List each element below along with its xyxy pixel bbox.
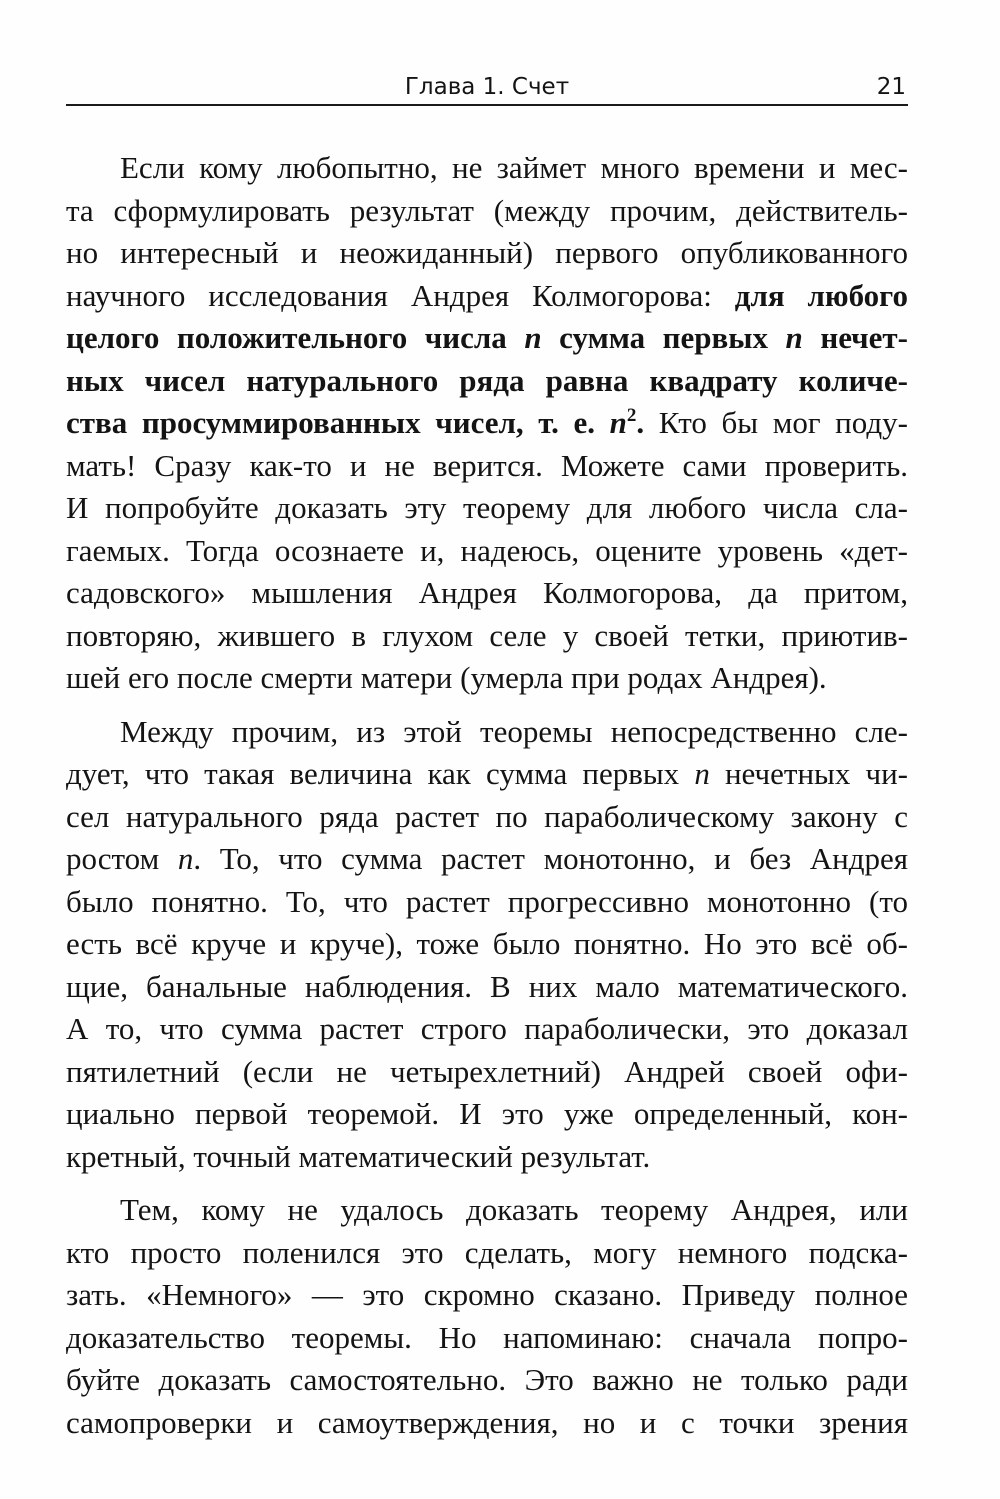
text-line bbox=[66, 530, 908, 572]
text-run: Между прочим, из этой теоремы непосредственно сле- bbox=[120, 714, 908, 749]
text-line bbox=[120, 711, 908, 753]
text-run: ных чисел натурального ряда равна квадрату количе- bbox=[66, 363, 908, 398]
text-run: И попробуйте доказать эту теорему для любого числа сла- bbox=[66, 490, 908, 525]
text-line bbox=[66, 360, 908, 402]
running-header bbox=[66, 70, 908, 106]
text-run: . bbox=[636, 405, 645, 440]
text-run: А то, что сумма растет строго параболически, это доказал bbox=[66, 1011, 908, 1046]
text-run: было понятно. То, что растет прогрессивно монотонно (то bbox=[66, 884, 908, 919]
text-run: нечетных чи- bbox=[709, 756, 908, 791]
text-line bbox=[66, 753, 908, 795]
text-run: сумма первых bbox=[541, 320, 786, 355]
text-run: гаемых. Тогда осознаете и, надеюсь, оцените уровень «дет- bbox=[66, 533, 908, 568]
text-run: повторяю, жившего в глухом селе у своей тетки, приютив- bbox=[66, 618, 908, 653]
text-line bbox=[66, 1359, 908, 1401]
text-run: Если кому любопытно, не займет много времени и мес- bbox=[120, 150, 908, 185]
text-run: целого положительного числа bbox=[66, 320, 525, 355]
page-number: 21 bbox=[876, 74, 906, 100]
text-line bbox=[66, 923, 908, 965]
text-run: Кто бы мог поду- bbox=[644, 405, 908, 440]
text-line bbox=[66, 657, 908, 699]
text-line bbox=[66, 1136, 908, 1178]
text-line bbox=[66, 1051, 908, 1093]
text-run: циально первой теоремой. И это уже определенный, кон- bbox=[66, 1096, 908, 1131]
text-run: кто просто поленился это сделать, могу немного подска- bbox=[66, 1235, 908, 1270]
text-run: нечет- bbox=[802, 320, 908, 355]
text-line bbox=[66, 275, 908, 317]
text-line bbox=[66, 445, 908, 487]
text-run: . То, что сумма растет монотонно, и без Андрея bbox=[193, 841, 908, 876]
text-run: сел натурального ряда растет по параболическому закону с bbox=[66, 799, 908, 834]
text-line bbox=[120, 147, 908, 189]
text-line bbox=[66, 1317, 908, 1359]
text-run: n bbox=[694, 756, 710, 791]
text-line bbox=[66, 1093, 908, 1135]
text-run: доказательство теоремы. Но напоминаю: сначала попро- bbox=[66, 1320, 908, 1355]
text-line bbox=[66, 317, 908, 359]
text-line bbox=[120, 1189, 908, 1231]
text-run: ства просуммированных чисел, т. е. bbox=[66, 405, 610, 440]
text-run: щие, банальные наблюдения. В них мало математического. bbox=[66, 969, 908, 1004]
text-run: шей его после смерти матери (умерла при родах Андрея). bbox=[66, 660, 827, 695]
text-run: n bbox=[785, 320, 803, 355]
text-run: дует, что такая величина как сумма первых bbox=[66, 756, 695, 791]
text-line bbox=[66, 838, 908, 880]
text-line bbox=[66, 1232, 908, 1274]
text-run: Тем, кому не удалось доказать теорему Андрея, или bbox=[120, 1192, 908, 1227]
text-run: буйте доказать самостоятельно. Это важно не только ради bbox=[66, 1362, 908, 1397]
text-run: но интересный и неожиданный) первого опубликованного bbox=[66, 235, 908, 270]
text-line bbox=[66, 402, 908, 444]
text-line bbox=[66, 190, 908, 232]
text-line bbox=[66, 615, 908, 657]
text-run: n bbox=[609, 405, 627, 440]
superscript: 2 bbox=[626, 405, 637, 426]
chapter-title: Глава 1. Счет bbox=[404, 74, 570, 100]
text-line bbox=[66, 1402, 908, 1444]
text-run: садовского» мышления Андрея Колмогорова, да притом, bbox=[66, 575, 908, 610]
text-line bbox=[66, 232, 908, 274]
text-line bbox=[66, 966, 908, 1008]
text-run: n bbox=[524, 320, 542, 355]
text-run: самопроверки и самоутверждения, но и с точки зрения bbox=[66, 1405, 908, 1440]
text-run: ростом bbox=[66, 841, 178, 876]
text-line bbox=[66, 1008, 908, 1050]
text-line bbox=[66, 796, 908, 838]
text-run: мать! Сразу как-то и не верится. Можете сами проверить. bbox=[66, 448, 908, 483]
text-line bbox=[66, 881, 908, 923]
text-run: n bbox=[177, 841, 194, 876]
text-run: кретный, точный математический результат. bbox=[66, 1139, 651, 1174]
text-line bbox=[66, 1274, 908, 1316]
text-run: зать. «Немного» — это скромно сказано. Приведу полное bbox=[66, 1277, 908, 1312]
text-run: пятилетний (если не четырехлетний) Андрей своей офи- bbox=[66, 1054, 908, 1089]
text-run: для любого bbox=[734, 278, 908, 313]
text-line bbox=[66, 487, 908, 529]
text-line bbox=[66, 572, 908, 614]
text-run: та сформулировать результат (между прочим, действитель- bbox=[66, 193, 908, 228]
text-run: есть всё круче и круче), тоже было понятно. Но это всё об- bbox=[66, 926, 908, 961]
text-run: научного исследования Андрея Колмогорова: bbox=[66, 278, 735, 313]
